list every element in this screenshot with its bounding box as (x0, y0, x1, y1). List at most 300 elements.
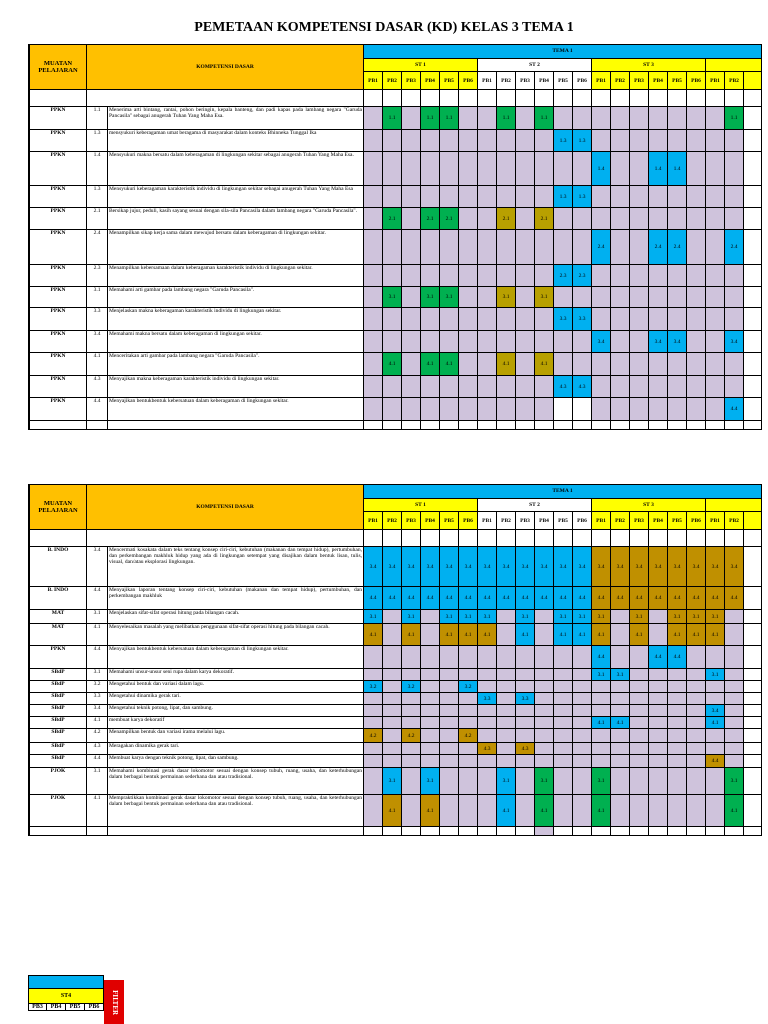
mapping-cell (725, 681, 744, 693)
pb-header: PB4 (535, 512, 554, 530)
mapping-cell (497, 331, 516, 353)
mapping-cell: 4.3 (554, 376, 573, 398)
mapping-cell (440, 130, 459, 152)
kd-code: 4.1 (87, 624, 108, 646)
mapping-cell (535, 669, 554, 681)
mapping-cell (687, 353, 706, 376)
subject-cell: SBdP (30, 729, 87, 743)
mapping-cell (554, 729, 573, 743)
mapping-cell (611, 152, 630, 186)
mapping-cell (611, 693, 630, 705)
pb-header: PB5 (440, 512, 459, 530)
mapping-cell: 4.1 (383, 795, 402, 827)
mapping-cell (383, 130, 402, 152)
mapping-cell: 3.1 (592, 669, 611, 681)
mapping-cell: 3.4 (383, 547, 402, 587)
mapping-cell: 3.1 (706, 669, 725, 681)
mapping-cell (554, 152, 573, 186)
table-row (30, 705, 762, 717)
mapping-cell (611, 331, 630, 353)
mapping-cell (668, 717, 687, 729)
mapping-cell (687, 705, 706, 717)
spacer-cell (87, 530, 364, 547)
mapping-cell (725, 646, 744, 669)
mapping-cell: 3.4 (649, 331, 668, 353)
mapping-cell (402, 287, 421, 308)
mapping-cell (478, 376, 497, 398)
mapping-cell (383, 705, 402, 717)
mapping-cell (649, 669, 668, 681)
mapping-cell: 4.1 (535, 795, 554, 827)
spacer-cell (421, 90, 440, 107)
mapping-cell: 2.4 (592, 230, 611, 265)
mapping-cell (573, 755, 592, 768)
spacer-cell (573, 90, 592, 107)
mapping-cell-empty (744, 768, 762, 795)
mapping-cell (668, 705, 687, 717)
mapping-cell: 2.1 (421, 208, 440, 230)
mapping-cell: 3.4 (611, 547, 630, 587)
mapping-cell (421, 729, 440, 743)
mapping-cell (440, 331, 459, 353)
mapping-cell: 3.2 (364, 681, 383, 693)
mapping-cell (573, 693, 592, 705)
mapping-cell (459, 669, 478, 681)
mapping-cell (497, 152, 516, 186)
mapping-cell (383, 743, 402, 755)
table-row (30, 743, 762, 755)
mapping-cell (402, 646, 421, 669)
spacer-cell (535, 421, 554, 430)
mapping-cell: 3.1 (592, 768, 611, 795)
mapping-cell (630, 376, 649, 398)
mapping-cell (421, 693, 440, 705)
spacer-cell (440, 530, 459, 547)
mapping-cell: 2.3 (573, 265, 592, 287)
mapping-cell (478, 681, 497, 693)
mapping-cell: 4.1 (592, 717, 611, 729)
mapping-cell (592, 107, 611, 130)
mapping-cell (516, 287, 535, 308)
mapping-cell (573, 795, 592, 827)
mapping-cell (383, 646, 402, 669)
mapping-cell (364, 287, 383, 308)
pb-header: PB1 (364, 512, 383, 530)
mapping-cell (478, 230, 497, 265)
mapping-cell (611, 768, 630, 795)
mapping-cell: 4.1 (573, 624, 592, 646)
mapping-cell (478, 208, 497, 230)
spacer-cell (611, 827, 630, 836)
mapping-cell (516, 646, 535, 669)
mapping-cell (687, 646, 706, 669)
mapping-cell (573, 705, 592, 717)
spacer-cell (30, 530, 87, 547)
mapping-cell (649, 717, 668, 729)
pb-header: PB5 (554, 72, 573, 90)
mapping-cell (535, 152, 554, 186)
spacer-cell (497, 90, 516, 107)
mapping-cell (383, 624, 402, 646)
mapping-cell (687, 130, 706, 152)
mapping-cell (611, 705, 630, 717)
mapping-cell: 4.4 (706, 587, 725, 610)
mapping-cell (592, 705, 611, 717)
spacer-cell (402, 827, 421, 836)
mapping-cell: 4.1 (421, 795, 440, 827)
mapping-cell: 1.1 (383, 107, 402, 130)
mapping-cell: 3.1 (383, 287, 402, 308)
table-row (30, 646, 762, 669)
mapping-cell (459, 646, 478, 669)
mapping-cell (706, 230, 725, 265)
spacer-cell (478, 827, 497, 836)
spacer-cell (383, 530, 402, 547)
mapping-cell (706, 208, 725, 230)
mapping-cell (478, 669, 497, 681)
mapping-cell (630, 208, 649, 230)
table-row (30, 729, 762, 743)
spacer-cell (30, 827, 87, 836)
pb-header: PB3 (516, 72, 535, 90)
mapping-cell (440, 669, 459, 681)
table-row (30, 152, 762, 186)
kd-code: 3.1 (87, 669, 108, 681)
table-row (30, 693, 762, 705)
mapping-cell: 4.4 (668, 587, 687, 610)
table-row (30, 610, 762, 624)
table-row (30, 130, 762, 152)
mapping-cell (649, 729, 668, 743)
mapping-cell (459, 353, 478, 376)
mapping-cell: 2.3 (554, 265, 573, 287)
mapping-cell (459, 186, 478, 208)
mapping-cell: 2.4 (649, 230, 668, 265)
mapping-cell: 4.1 (725, 795, 744, 827)
spacer-cell (592, 421, 611, 430)
mapping-cell (706, 186, 725, 208)
mapping-cell: 4.4 (725, 398, 744, 421)
mapping-cell (592, 743, 611, 755)
kd-description: Bersikap jujur, peduli, kasih sayang sesuai dengan sila-sila Pancasila dalam lambang negara "Garuda Pancasila". (108, 208, 364, 230)
mapping-cell: 4.2 (459, 729, 478, 743)
pb-header: PB1 (478, 512, 497, 530)
mapping-cell (535, 130, 554, 152)
mapping-cell (535, 743, 554, 755)
table-row (30, 230, 762, 265)
mapping-cell (440, 681, 459, 693)
kd-code: 4.4 (87, 646, 108, 669)
mapping-cell (706, 331, 725, 353)
mapping-cell: 4.1 (516, 624, 535, 646)
mapping-cell-empty (744, 353, 762, 376)
mapping-cell: 1.1 (421, 107, 440, 130)
pb-header: PB3 (516, 512, 535, 530)
subject-cell: PJOK (30, 768, 87, 795)
mapping-cell (459, 398, 478, 421)
mapping-cell (516, 230, 535, 265)
mapping-cell (516, 755, 535, 768)
mapping-cell (516, 376, 535, 398)
mapping-cell (535, 265, 554, 287)
mapping-cell (421, 705, 440, 717)
mapping-cell: 4.3 (516, 743, 535, 755)
mapping-cell: 3.4 (573, 547, 592, 587)
mapping-cell (687, 230, 706, 265)
mapping-cell (459, 755, 478, 768)
kd-code: 2.3 (87, 265, 108, 287)
mapping-cell: 4.4 (649, 587, 668, 610)
mapping-cell (687, 107, 706, 130)
table-row (30, 107, 762, 130)
mapping-cell (497, 693, 516, 705)
mapping-cell: 3.1 (497, 287, 516, 308)
kd-code: 1.1 (87, 107, 108, 130)
subject-cell: PPKN (30, 265, 87, 287)
spacer-cell (364, 827, 383, 836)
spacer-cell (421, 530, 440, 547)
mapping-cell (421, 669, 440, 681)
mapping-cell: 2.1 (535, 208, 554, 230)
pb-header: PB6 (687, 72, 706, 90)
mapping-cell (383, 729, 402, 743)
mapping-cell (497, 717, 516, 729)
spacer-cell (30, 421, 87, 430)
mapping-cell (554, 646, 573, 669)
kd-code: 3.1 (87, 610, 108, 624)
mapping-cell (706, 681, 725, 693)
mapping-cell (383, 669, 402, 681)
mapping-cell: 1.4 (649, 152, 668, 186)
mapping-cell (440, 152, 459, 186)
mapping-cell-empty (744, 717, 762, 729)
mapping-cell (364, 398, 383, 421)
mapping-cell (630, 743, 649, 755)
mapping-cell (630, 107, 649, 130)
mapping-cell: 3.4 (459, 547, 478, 587)
table-row (30, 398, 762, 421)
mapping-cell: 4.4 (592, 646, 611, 669)
mapping-cell (440, 755, 459, 768)
spacer-cell (402, 530, 421, 547)
st4-pb: PB4 (47, 1004, 66, 1011)
mapping-cell (630, 705, 649, 717)
mapping-cell (364, 755, 383, 768)
pb-header: PB3 (402, 72, 421, 90)
pb-header-empty (744, 72, 762, 90)
mapping-cell (649, 353, 668, 376)
mapping-cell: 3.4 (554, 547, 573, 587)
mapping-cell: 3.4 (668, 331, 687, 353)
mapping-cell (554, 705, 573, 717)
header-st4-partial (706, 498, 762, 512)
mapping-cell (383, 681, 402, 693)
mapping-cell-empty (744, 107, 762, 130)
kd-description: Mencermati kosakata dalam teks tentang konsep ciri-ciri, kebutuhan (makanan dan tempat hidup), pertumbuhan, dan perkembangan makhluk hidup yang ada di lingkungan setempat yang disajikan dalam bentuk lisan, tulis, visual, dan/atau eksplorasi lingkungan. (108, 547, 364, 587)
mapping-cell (383, 186, 402, 208)
mapping-cell (497, 610, 516, 624)
spacer-cell (706, 90, 725, 107)
mapping-cell (611, 230, 630, 265)
spacer-cell (630, 530, 649, 547)
mapping-cell: 4.1 (668, 624, 687, 646)
mapping-cell: 3.1 (364, 610, 383, 624)
kd-code: 3.4 (87, 705, 108, 717)
mapping-cell (478, 705, 497, 717)
mapping-cell (706, 287, 725, 308)
mapping-cell (706, 743, 725, 755)
mapping-cell (364, 152, 383, 186)
kd-description: Menampilkan kebersamaan dalam keberagaman karakteristik individu di lingkungan sekitar. (108, 265, 364, 287)
mapping-cell (535, 755, 554, 768)
filter-button[interactable]: FILTER (104, 980, 124, 1024)
mapping-cell (497, 186, 516, 208)
mapping-cell (383, 308, 402, 331)
kd-code: 3.2 (87, 681, 108, 693)
subject-cell: PPKN (30, 308, 87, 331)
mapping-cell: 1.4 (668, 152, 687, 186)
spacer-cell (383, 90, 402, 107)
kd-description: Menyajikan laporan tentang konsep ciri-ciri, kebutuhan (makanan dan tempat hidup), pertumbuhan, dan perkembangan makhluk (108, 587, 364, 610)
mapping-cell (383, 331, 402, 353)
mapping-cell (364, 308, 383, 331)
kd-description: Menampilkan bentuk dan variasi irama melalui lagu. (108, 729, 364, 743)
mapping-cell: 3.4 (535, 547, 554, 587)
mapping-cell (497, 308, 516, 331)
st4-header (28, 975, 104, 1011)
table-row (30, 717, 762, 729)
mapping-cell-empty (744, 308, 762, 331)
header-st4-partial (706, 58, 762, 72)
mapping-cell: 4.4 (668, 646, 687, 669)
mapping-cell (687, 755, 706, 768)
mapping-cell: 3.4 (706, 547, 725, 587)
spacer-cell (630, 90, 649, 107)
mapping-cell: 1.1 (535, 107, 554, 130)
kd-code: 4.3 (87, 376, 108, 398)
spacer-cell (687, 530, 706, 547)
spacer-cell (364, 421, 383, 430)
mapping-cell: 4.4 (535, 587, 554, 610)
mapping-cell-empty (744, 693, 762, 705)
mapping-cell: 4.4 (725, 587, 744, 610)
pb-header: PB3 (630, 512, 649, 530)
mapping-cell (611, 646, 630, 669)
spacer-cell (108, 827, 364, 836)
mapping-cell (478, 353, 497, 376)
mapping-cell: 4.1 (478, 624, 497, 646)
mapping-cell (668, 265, 687, 287)
mapping-cell-empty (744, 130, 762, 152)
header-kompetensi: KOMPETENSI DASAR (87, 45, 364, 90)
kd-description: Menyajikan bentukbentuk kebersatuan dalam keberagaman di lingkungan sekitar. (108, 398, 364, 421)
mapping-cell: 4.4 (592, 587, 611, 610)
mapping-cell (573, 743, 592, 755)
kd-code: 4.1 (87, 717, 108, 729)
header-st1: ST 1 (364, 58, 478, 72)
mapping-cell-empty (744, 547, 762, 587)
mapping-cell-empty (744, 729, 762, 743)
mapping-cell (421, 624, 440, 646)
spacer-cell (630, 421, 649, 430)
mapping-cell (459, 130, 478, 152)
mapping-cell (725, 152, 744, 186)
mapping-cell: 4.1 (630, 624, 649, 646)
mapping-cell: 4.1 (459, 624, 478, 646)
spacer-cell (649, 90, 668, 107)
subject-cell: PPKN (30, 186, 87, 208)
mapping-cell-empty (744, 705, 762, 717)
mapping-cell: 3.1 (725, 768, 744, 795)
mapping-cell (611, 208, 630, 230)
spacer-cell (744, 90, 762, 107)
mapping-cell (611, 376, 630, 398)
table-row (30, 353, 762, 376)
subject-cell: SBdP (30, 705, 87, 717)
mapping-cell: 2.1 (383, 208, 402, 230)
mapping-cell (649, 186, 668, 208)
mapping-cell (725, 308, 744, 331)
spacer-cell (706, 827, 725, 836)
mapping-cell (573, 646, 592, 669)
mapping-cell (364, 705, 383, 717)
mapping-cell (668, 755, 687, 768)
mapping-cell (592, 265, 611, 287)
kd-code: 4.3 (87, 743, 108, 755)
mapping-cell (478, 287, 497, 308)
mapping-cell (725, 755, 744, 768)
mapping-cell (611, 729, 630, 743)
mapping-cell (706, 107, 725, 130)
mapping-cell: 4.4 (402, 587, 421, 610)
mapping-cell (611, 624, 630, 646)
mapping-cell (497, 743, 516, 755)
mapping-cell (687, 743, 706, 755)
mapping-cell (421, 308, 440, 331)
spacer-cell (687, 90, 706, 107)
mapping-cell (630, 768, 649, 795)
mapping-cell: 4.4 (573, 587, 592, 610)
mapping-cell (402, 376, 421, 398)
mapping-cell (592, 308, 611, 331)
pb-header: PB5 (668, 512, 687, 530)
mapping-cell (478, 795, 497, 827)
mapping-cell: 4.1 (611, 717, 630, 729)
mapping-cell (630, 717, 649, 729)
kd-code: 4.4 (87, 398, 108, 421)
mapping-cell (421, 265, 440, 287)
mapping-cell (478, 729, 497, 743)
spacer-cell (535, 827, 554, 836)
mapping-cell (668, 681, 687, 693)
mapping-cell: 3.4 (364, 547, 383, 587)
mapping-cell (402, 705, 421, 717)
mapping-cell (554, 795, 573, 827)
mapping-cell: 4.2 (364, 729, 383, 743)
mapping-cell: 1.4 (592, 152, 611, 186)
mapping-cell (573, 287, 592, 308)
spacer-cell (421, 421, 440, 430)
mapping-cell: 3.1 (706, 610, 725, 624)
spacer-cell (668, 421, 687, 430)
mapping-cell (554, 755, 573, 768)
pb-header: PB2 (383, 72, 402, 90)
mapping-cell (592, 693, 611, 705)
subject-cell: SBdP (30, 681, 87, 693)
kd-description: Menceritakan arti gambar pada lambang negara "Garuda Pancasila". (108, 353, 364, 376)
mapping-cell (706, 795, 725, 827)
mapping-cell (535, 705, 554, 717)
